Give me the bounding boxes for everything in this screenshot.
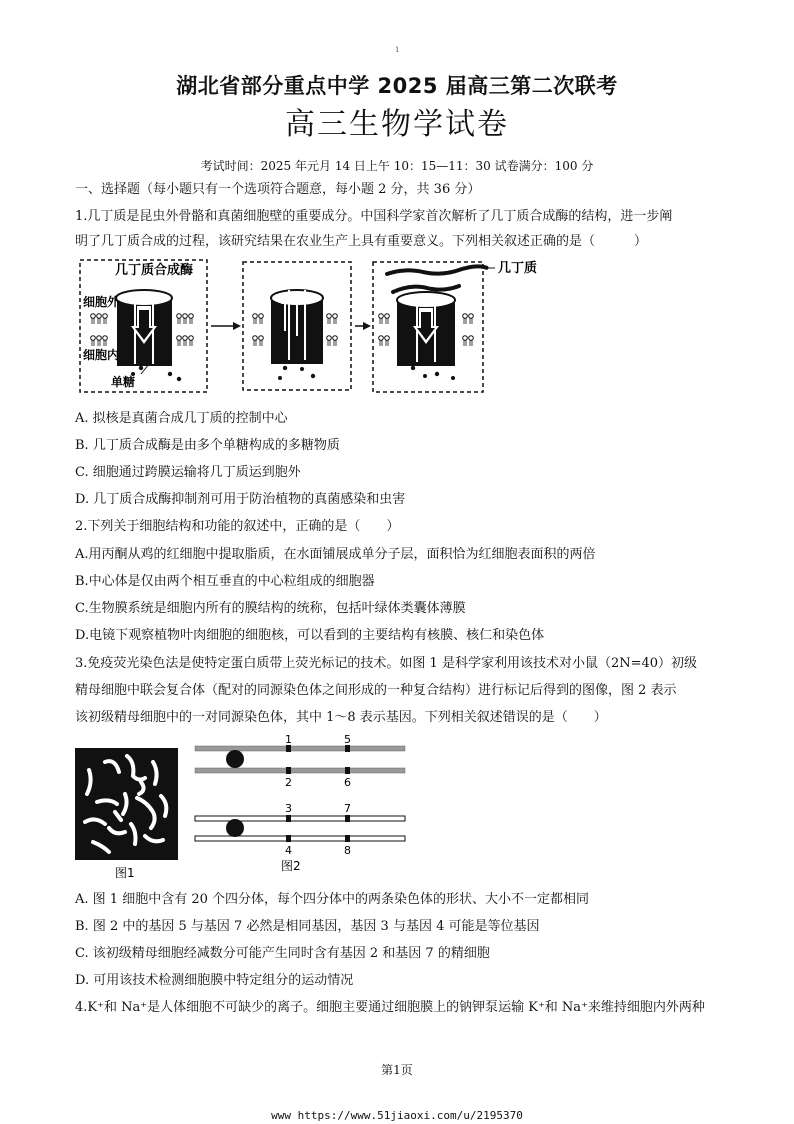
q3-option-c: C. 该初级精母细胞经减数分可能产生同时含有基因 2 和基因 7 的精细胞 [75,946,490,961]
q1-stem-line2: 明了几丁质合成的过程，该研究结果在农业生产上具有重要意义。下列相关叙述正确的是（ ） [75,234,648,249]
q2-option-d: D.电镜下观察植物叶肉细胞的细胞核，可以看到的主要结构有核膜、核仁和染色体 [75,628,545,643]
enzyme-label: 几丁质合成酶 [115,263,194,278]
gene-8: 8 [344,844,351,857]
q1-stem-line1: 1.几丁质是昆虫外骨骼和真菌细胞壁的重要成分。中国科学家首次解析了几丁质合成酶的结构，进一步阐 [75,209,673,224]
inside-label: 细胞内 [83,348,120,362]
panel-chitin [373,262,495,392]
q3-stem-line3: 该初级精母细胞中的一对同源染色体，其中 1～8 表示基因。下列相关叙述错误的是（ ） [75,710,607,725]
q2-option-b: B.中心体是仅由两个相互垂直的中心粒组成的细胞器 [75,574,375,589]
q4-stem-line1: 4.K⁺和 Na⁺是人体细胞不可缺少的离子。细胞主要通过细胞膜上的钠钾泵运输 K⁺和 Na⁺来维持细胞内外两种 [75,1000,705,1015]
fluorescence-image [75,748,178,860]
homologous-chromosome-top [195,745,405,774]
q3-stem-line2: 精母细胞中联会复合体（配对的同源染色体之间形成的一种复合结构）进行标记后得到的图像，图 2 表示 [75,683,677,698]
gene-4: 4 [285,844,292,857]
arrow-right-icon [355,322,371,330]
gene-6: 6 [344,776,351,789]
q1-option-d: D. 几丁质合成酶抑制剂可用于防治植物的真菌感染和虫害 [75,492,406,507]
exam-info: 考试时间：2025 年元月 14 日上午 10：15—11：30 试卷满分：100 分 [200,159,594,173]
fig2-label: 图2 [281,859,301,873]
exam-subtitle: 高三生物学试卷 [285,107,509,142]
panel-enzyme [80,260,207,392]
q2-stem: 2.下列关于细胞结构和功能的叙述中，正确的是（ ） [75,519,400,534]
q1-option-a: A. 拟核是真菌合成几丁质的控制中心 [75,411,288,426]
q1-figure [75,256,595,398]
top-mark: 1 [395,46,400,54]
panel-transport [243,262,351,390]
q1-option-c: C. 细胞通过跨膜运输将几丁质运到胞外 [75,465,301,480]
source-url[interactable]: www https://www.51jiaoxi.com/u/2195370 [271,1109,523,1122]
q3-stem-line1: 3.免疫荧光染色法是使特定蛋白质带上荧光标记的技术。如图 1 是科学家利用该技术对小鼠（2N=40）初级 [75,656,698,671]
q1-option-b: B. 几丁质合成酶是由多个单糖构成的多糖物质 [75,438,340,453]
fig1-label: 图1 [115,866,135,880]
section-heading: 一、选择题（每小题只有一个选项符合题意，每小题 2 分，共 36 分） [75,182,481,197]
gene-3: 3 [285,802,292,815]
q3-option-d: D. 可用该技术检测细胞膜中特定组分的运动情况 [75,973,354,988]
q2-option-c: C.生物膜系统是细胞内所有的膜结构的统称，包括叶绿体类囊体薄膜 [75,601,466,616]
exam-title: 湖北省部分重点中学 2025 届高三第二次联考 [176,74,618,98]
arrow-right-icon [211,322,241,330]
monosaccharide-label: 单糖 [111,375,136,389]
outside-label: 细胞外 [83,295,120,309]
gene-1: 1 [285,733,292,746]
gene-7: 7 [344,802,351,815]
q3-option-a: A. 图 1 细胞中含有 20 个四分体，每个四分体中的两条染色体的形状、大小不一定都相同 [75,892,589,907]
q2-option-a: A.用丙酮从鸡的红细胞中提取脂质，在水面铺展成单分子层，面积恰为红细胞表面积的两倍 [75,547,596,562]
gene-2: 2 [285,776,292,789]
q3-figure [75,732,415,882]
q3-option-b: B. 图 2 中的基因 5 与基因 7 必然是相同基因，基因 3 与基因 4 可能是等位基因 [75,919,540,934]
homologous-chromosome-bottom [195,815,405,842]
gene-5: 5 [344,733,351,746]
chitin-label: 几丁质 [498,261,538,276]
page-number: 第1页 [381,1063,413,1077]
